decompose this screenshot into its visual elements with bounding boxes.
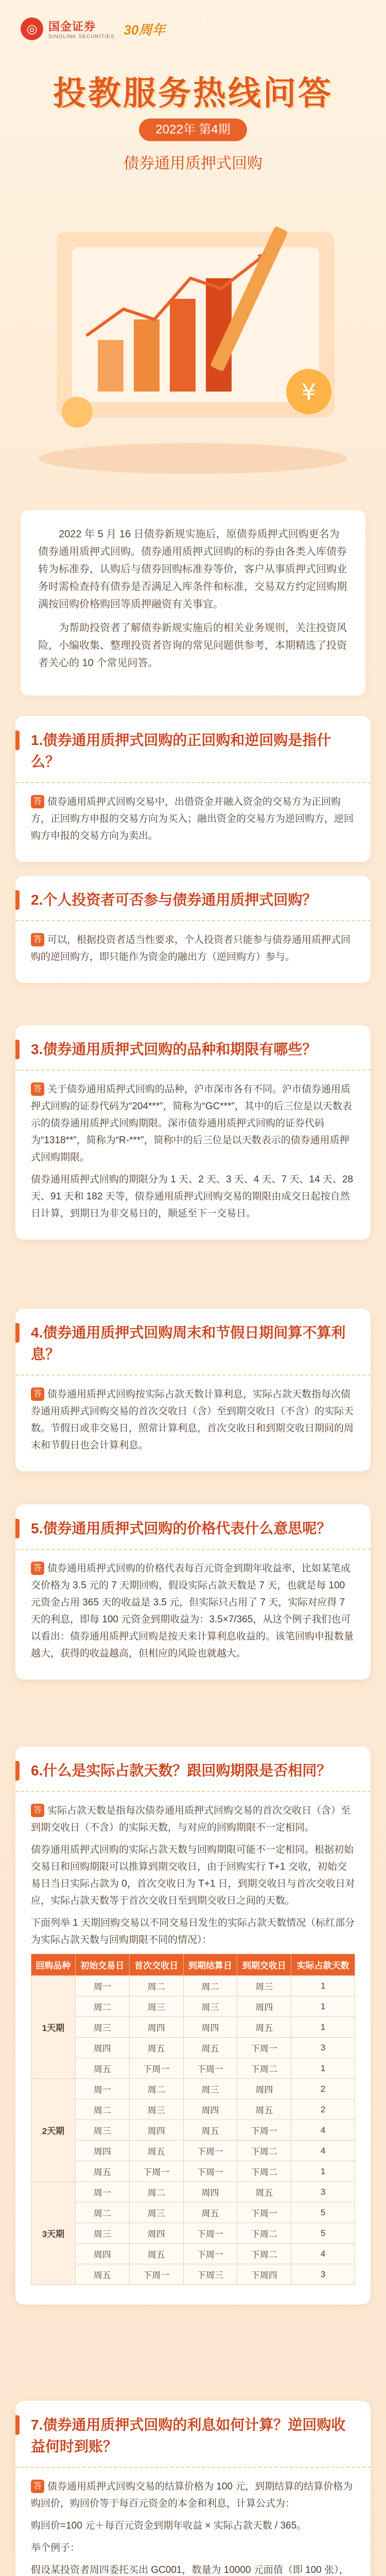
table-row xyxy=(31,2161,355,2182)
table-cell: 下周一 xyxy=(183,2223,237,2244)
table-row xyxy=(31,2244,355,2264)
table-header: 到期交收日 xyxy=(237,1954,291,1976)
table-row xyxy=(31,1996,355,2017)
table-cell: 周二 xyxy=(129,2079,183,2099)
table-cell: 周五 xyxy=(75,2264,129,2285)
answer-icon: 答 xyxy=(31,795,44,808)
table-cell: 下周三 xyxy=(183,2264,237,2285)
table-cell: 下周一 xyxy=(183,2058,237,2079)
table-cell: 下周二 xyxy=(237,2161,291,2182)
answer-paragraph: 答 可以，根据投资者适当性要求，个人投资者只能参与债券通用质押式回购的逆回购方，即只能作为资金的融出方（逆回购方）参与。 xyxy=(31,931,355,965)
table-row xyxy=(31,1976,355,1996)
table-cell: 周五 xyxy=(129,2038,183,2058)
answer-paragraph: 答 债券通用质押式回购交易中，出借资金并融入资金的交易方为正回购方，正回购方申报的交易方向为买入；融出资金的交易方为逆回购方，逆回购方申报的交易方向为卖出。 xyxy=(31,793,355,844)
table-cell: 周三 xyxy=(129,1996,183,2017)
table-cell: 周四 xyxy=(75,2038,129,2058)
table-cell: 周一 xyxy=(75,1976,129,1996)
answer-body xyxy=(15,2468,371,2576)
table-cell: 1 xyxy=(291,2017,355,2038)
bar-2 xyxy=(134,319,160,392)
brand-logo xyxy=(21,18,114,40)
table-cell: 3 xyxy=(291,2182,355,2202)
question-text: 3.债券通用质押式回购的品种和期限有哪些？ xyxy=(31,1041,317,1057)
table-cell-group: 1天期 xyxy=(31,1976,76,2079)
answer-paragraph: 答 债券通用质押式回购按实际占款天数计算利息，实际占款天数指每次债券通用质押式回购交易的首次交收日（含）至到期交收日（不含）的实际天数。节假日或非交易日，照常计算利息，首次交收日和到期交收日期间的周末和节假日也会计算利息。 xyxy=(31,1386,355,1454)
table-cell: 周二 xyxy=(129,2182,183,2202)
logo-text xyxy=(48,18,114,40)
table-cell: 周四 xyxy=(75,2244,129,2264)
table-row xyxy=(31,2099,355,2120)
issue-badge: 2022年 第4期 xyxy=(139,118,247,141)
answer-icon: 答 xyxy=(31,1387,44,1401)
table-cell: 周五 xyxy=(237,2017,291,2038)
answer-body xyxy=(15,783,371,862)
table-cell: 3 xyxy=(291,2264,355,2285)
ground-shadow xyxy=(39,443,347,474)
table-cell: 周三 xyxy=(183,1996,237,2017)
table-header: 回购品种 xyxy=(31,1954,76,1976)
table-cell: 周三 xyxy=(75,2120,129,2141)
question-text: 2.个人投资者可否参与债券通用质押式回购？ xyxy=(31,892,317,908)
table-cell: 周四 xyxy=(129,2017,183,2038)
table-cell: 周四 xyxy=(237,1996,291,2017)
table-row xyxy=(31,2202,355,2223)
table-row xyxy=(31,2264,355,2285)
intro-card xyxy=(21,510,365,696)
table-cell: 下周一 xyxy=(129,2058,183,2079)
table-cell: 5 xyxy=(291,2202,355,2223)
table-cell: 4 xyxy=(291,2141,355,2161)
table-cell: 下周二 xyxy=(237,2223,291,2244)
top-bar xyxy=(21,13,365,44)
coin-small-icon xyxy=(62,397,93,428)
table-cell: 周三 xyxy=(237,1976,291,1996)
table-cell: 下周一 xyxy=(129,2264,183,2285)
table-header-row xyxy=(31,1954,355,1976)
table-cell: 4 xyxy=(291,2244,355,2264)
answer-icon: 答 xyxy=(31,1082,44,1096)
table-header: 初始交易日 xyxy=(75,1954,129,1976)
question-text: 7.债券通用质押式回购的利息如何计算？逆回购收益何时到账？ xyxy=(31,2417,346,2454)
qa-card-7 xyxy=(15,2401,371,2576)
qa-card-5 xyxy=(15,1504,371,1680)
table-row xyxy=(31,2079,355,2099)
table-cell: 下周一 xyxy=(237,2202,291,2223)
table-header: 到期结算日 xyxy=(183,1954,237,1976)
logo-icon: ◎ xyxy=(21,18,43,40)
table-cell: 5 xyxy=(291,2223,355,2244)
table-row xyxy=(31,2141,355,2161)
question-heading xyxy=(15,1504,371,1550)
table-row xyxy=(31,2182,355,2202)
table-cell: 1 xyxy=(291,1996,355,2017)
answer-paragraph: 答 债券通用质押式回购交易的结算价格为 100 元，到期结算的结算价格为购回价，购回价等于每百元资金的本金和利息，计算公式为： xyxy=(31,2478,355,2512)
table-cell: 周二 xyxy=(183,1976,237,1996)
table-cell: 周二 xyxy=(75,2099,129,2120)
qa-card-1 xyxy=(15,716,371,862)
question-text: 1.债券通用质押式回购的正回购和逆回购是指什么？ xyxy=(31,732,331,770)
table-header: 首次交收日 xyxy=(129,1954,183,1976)
table-cell: 周五 xyxy=(129,2141,183,2161)
intro-paragraph-1: 2022 年 5 月 16 日债券新规实施后，原债券质押式回购更名为债券通用质押式回购。债券通用质押式回购的标的券由各类入库债券转为标准券，认购后与债券回购标准券等价，客户从事质押式回购业务时需检查持有债券是否满足入库条件和标准，交易双方约定回购期满按回购价格购回等质押融资有关事宜。 xyxy=(38,529,347,610)
answer-icon: 答 xyxy=(31,1804,44,1817)
intro-paragraph-2: 为帮助投资者了解债券新规实施后的相关业务规则，关注投资风险，小编收集、整理投资者咨询的常见问题供参考，本期精选了投资者关心的 10 个常见问答。 xyxy=(38,622,347,669)
table-cell: 1 xyxy=(291,2058,355,2079)
table-header: 实际占款天数 xyxy=(291,1954,355,1976)
table-body xyxy=(31,1976,355,2285)
answer-paragraph: 举个例子： xyxy=(31,2543,80,2553)
table-row xyxy=(31,2058,355,2079)
table-cell: 周四 xyxy=(237,2079,291,2099)
question-heading xyxy=(15,716,371,783)
qa-card-4 xyxy=(15,1309,371,1471)
table-cell: 周五 xyxy=(75,2161,129,2182)
table-cell: 周三 xyxy=(129,2099,183,2120)
question-text: 5.债券通用质押式回购的价格代表什么意思呢？ xyxy=(31,1520,331,1536)
formula-text: 购回价=100 元＋每百元资金到期年收益 × 实际占款天数 / 365。 xyxy=(31,2520,307,2531)
table-cell: 4 xyxy=(291,2120,355,2141)
table-cell: 下周一 xyxy=(183,2244,237,2264)
question-text: 4.债券通用质押式回购周末和节假日期间算不算利息？ xyxy=(31,1325,346,1362)
table-cell: 下周一 xyxy=(237,2120,291,2141)
answer-body xyxy=(15,1550,371,1680)
question-heading xyxy=(15,1025,371,1071)
table-row xyxy=(31,2017,355,2038)
table-cell: 周四 xyxy=(183,2017,237,2038)
question-heading xyxy=(15,1309,371,1376)
brand-sub: SINOLINK SECURITIES xyxy=(48,34,115,40)
table-cell: 3 xyxy=(291,2038,355,2058)
table-cell: 周二 xyxy=(75,1996,129,2017)
table-cell-group: 2天期 xyxy=(31,2079,76,2182)
answer-paragraph: 债券通用质押式回购的实际占款天数与回购期限可能不一定相同。根据初始交易日和回购期限可以推算到期交收日，由于回购实行 T+1 交收，初始交易日当日实际占款为 0，首次交收日为 T+1 日，到期交收日与首次交收日对应，实际占款天数等于首次交收日至到期交收日之间的天数。 xyxy=(31,1844,355,1906)
qa-card-2 xyxy=(15,876,371,983)
table-cell: 下周二 xyxy=(237,2141,291,2161)
table-cell: 下周一 xyxy=(237,2038,291,2058)
bar-1 xyxy=(98,340,124,392)
page-title: 投教服务热线问答 xyxy=(53,75,333,112)
question-heading xyxy=(15,1747,371,1792)
qa-card-3 xyxy=(15,1025,371,1240)
answer-icon: 答 xyxy=(31,933,44,946)
table-cell: 周四 xyxy=(183,2182,237,2202)
table-cell: 周五 xyxy=(237,2099,291,2120)
answer-paragraph: 下面列举 1 天期回购交易以不同交易日发生的实际占款天数情况（标红部分为实际占款天数与回购期限不同的情况）： xyxy=(31,1918,355,1945)
coin-symbol: ¥ xyxy=(302,379,316,405)
table-cell: 周三 xyxy=(183,2079,237,2099)
answer-icon: 答 xyxy=(31,1562,44,1575)
answer-body xyxy=(15,1071,371,1240)
table-cell: 周二 xyxy=(75,2202,129,2223)
table-cell: 下周一 xyxy=(183,2161,237,2182)
table-cell: 周五 xyxy=(183,2038,237,2058)
settlement-days-table xyxy=(31,1954,355,2285)
table-cell: 周二 xyxy=(129,1976,183,1996)
table-row xyxy=(31,2223,355,2244)
table-cell: 下周一 xyxy=(129,2161,183,2182)
question-heading xyxy=(15,2401,371,2468)
table-cell-group: 3天期 xyxy=(31,2182,76,2285)
answer-icon: 答 xyxy=(31,2480,44,2493)
question-heading xyxy=(15,876,371,921)
answer-body xyxy=(15,1376,371,1471)
table-cell: 周四 xyxy=(75,2141,129,2161)
table-cell: 周三 xyxy=(75,2223,129,2244)
table-cell: 周一 xyxy=(75,2182,129,2202)
table-cell: 周三 xyxy=(129,2202,183,2223)
answer-body xyxy=(15,921,371,983)
table-cell: 2 xyxy=(291,2079,355,2099)
answer-paragraph: 答 关于债券通用质押式回购的品种，沪市深市各有不同。沪市债券通用质押式回购的证券代码为“204***”，简称为“GC***”，其中的后三位是以天数表示的债券通用质押式回购期限。深市债券通用质押式回购的证券代码为“1318**”，简称为“R-***”，简称中的后三位是以天数表示的债券通用质押式回购期限。 xyxy=(31,1081,355,1166)
table-cell: 周五 xyxy=(183,2202,237,2223)
qa-card-6 xyxy=(15,1747,371,2304)
answer-paragraph: 假设某投资者周四委托买出 GC001，数量为 10000 元面值（即 100 张）， xyxy=(31,2565,349,2575)
table-cell: 周五 xyxy=(237,2182,291,2202)
table-cell: 周四 xyxy=(129,2223,183,2244)
brand-name: 国金证券 xyxy=(48,20,96,33)
table-cell: 2 xyxy=(291,2099,355,2120)
table-cell: 周五 xyxy=(75,2058,129,2079)
table-row xyxy=(31,2120,355,2141)
answer-paragraph: 答 债券通用质押式回购的价格代表每百元资金到期年收益率，比如某笔成交价格为 3.5 元的 7 天期回购，假设实际占款天数是 7 天，也就是每 100 元资金占用 365 天的收益是 3.5 元，但实际只占用了 7 天，实际对应得 7 天的利息，即每 100 元资金到期收益为：3.5×7/365，从这个例子我们也可以看出：债券通用质押式回购是按天来计算利息收益的。该笔回购申报数量越大，获得的收益越高，但相应的风险也就越大。 xyxy=(31,1560,355,1662)
table-cell: 下周二 xyxy=(237,2058,291,2079)
page-subtitle: 债券通用质押式回购 xyxy=(124,155,262,172)
anniversary-badge: 30周年 xyxy=(124,22,166,38)
table-cell: 周三 xyxy=(75,2017,129,2038)
answer-paragraph: 债券通用质押式回购的期限分为 1 天、2 天、3 天、4 天、7 天、14 天、28 天、91 天和 182 天等，债券通用质押式回购交易的期限由成交日起按自然日计算，到期日为非交易日的，顺延至下一交易日。 xyxy=(31,1174,354,1219)
table-cell: 周四 xyxy=(183,2099,237,2120)
table-cell: 周五 xyxy=(129,2244,183,2264)
bar-3 xyxy=(170,299,196,392)
answer-body xyxy=(15,1792,371,2304)
table-cell: 1 xyxy=(291,1976,355,1996)
hero-illustration xyxy=(0,170,386,500)
table-cell: 周五 xyxy=(183,2120,237,2141)
table-cell: 下周四 xyxy=(237,2264,291,2285)
table-row xyxy=(31,2038,355,2058)
hero-banner xyxy=(0,0,386,515)
table-cell: 下周二 xyxy=(237,2244,291,2264)
answer-paragraph: 答 实际占款天数是指每次债券通用质押式回购交易的首次交收日（含）至到期交收日（不含）的实际天数，与对应的回购期限不一定相同。 xyxy=(31,1802,355,1836)
table-cell: 周四 xyxy=(129,2120,183,2141)
table-cell: 下周一 xyxy=(183,2141,237,2161)
table-cell: 周一 xyxy=(75,2079,129,2099)
question-text: 6.什么是实际占款天数？跟回购期限是否相同？ xyxy=(31,1762,331,1778)
table-cell: 1 xyxy=(291,2161,355,2182)
